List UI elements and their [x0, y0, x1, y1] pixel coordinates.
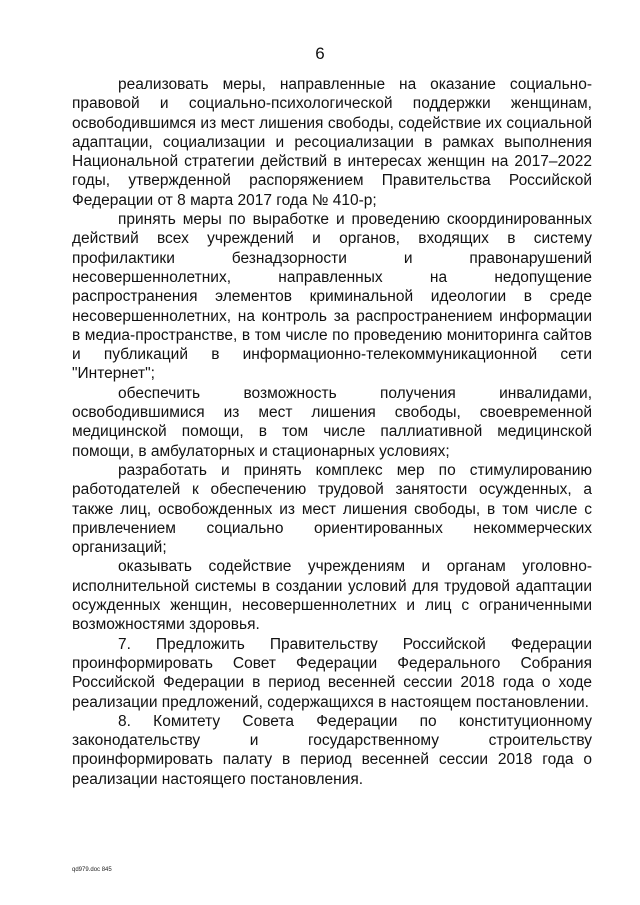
paragraph-labor-adaptation: оказывать содействие учреждениям и органам уголовно-исполнительной системы в создании условий для трудовой адаптации осужденных женщин, несовершеннолетних и лиц с ограниченными возможностями здоровья.: [72, 558, 592, 634]
footer-file-code: qd979.doc 845: [72, 867, 112, 873]
paragraph-employment-measures: разработать и принять комплекс мер по стимулированию работодателей к обеспечению трудовой занятости осужденных, а также лиц, освобожденных из мест лишения свободы, в том числе с привлечением социально ориентированных некоммерческих организаций;: [72, 461, 592, 557]
paragraph-item-8: 8. Комитету Совета Федерации по конституционному законодательству и государственному строительству проинформировать палату в период весенней сессии 2018 года о реализации настоящего постановления.: [72, 712, 592, 788]
page-number: 6: [315, 44, 325, 63]
paragraph-medical-care: обеспечить возможность получения инвалидами, освободившимися из мест лишения свободы, своевременной медицинской помощи, в том числе паллиативной медицинской помощи, в амбулаторных и стационарных условиях;: [72, 384, 592, 460]
paragraph-social-support: реализовать меры, направленные на оказание социально-правовой и социально-психологической поддержки женщинам, освободившимся из мест лишения свободы, содействие их социальной адаптации, социализации и ресоциализации в рамках выполнения Национальной стратегии действий в интересах женщин на 2017–2022 годы, утвержденной распоряжением Правительства Российской Федерации от 8 марта 2017 года № 410-р;: [72, 76, 592, 209]
paragraph-item-7: 7. Предложить Правительству Российской Федерации проинформировать Совет Федерации Федерального Собрания Российской Федерации в период весенней сессии 2018 года о ходе реализации предложений, содержащихся в настоящем постановлении.: [72, 635, 592, 711]
document-body: [72, 75, 592, 789]
paragraph-prevention-measures: принять меры по выработке и проведению скоординированных действий всех учреждений и органов, входящих в систему профилактики безнадзорности и правонарушений несовершеннолетних, направленных на недопущение распространения элементов криминальной идеологии в среде несовершеннолетних, на контроль за распространением информации в медиа-пространстве, в том числе по проведению мониторинга сайтов и публикаций в информационно-телекоммуникационной сети "Интернет";: [72, 211, 592, 383]
